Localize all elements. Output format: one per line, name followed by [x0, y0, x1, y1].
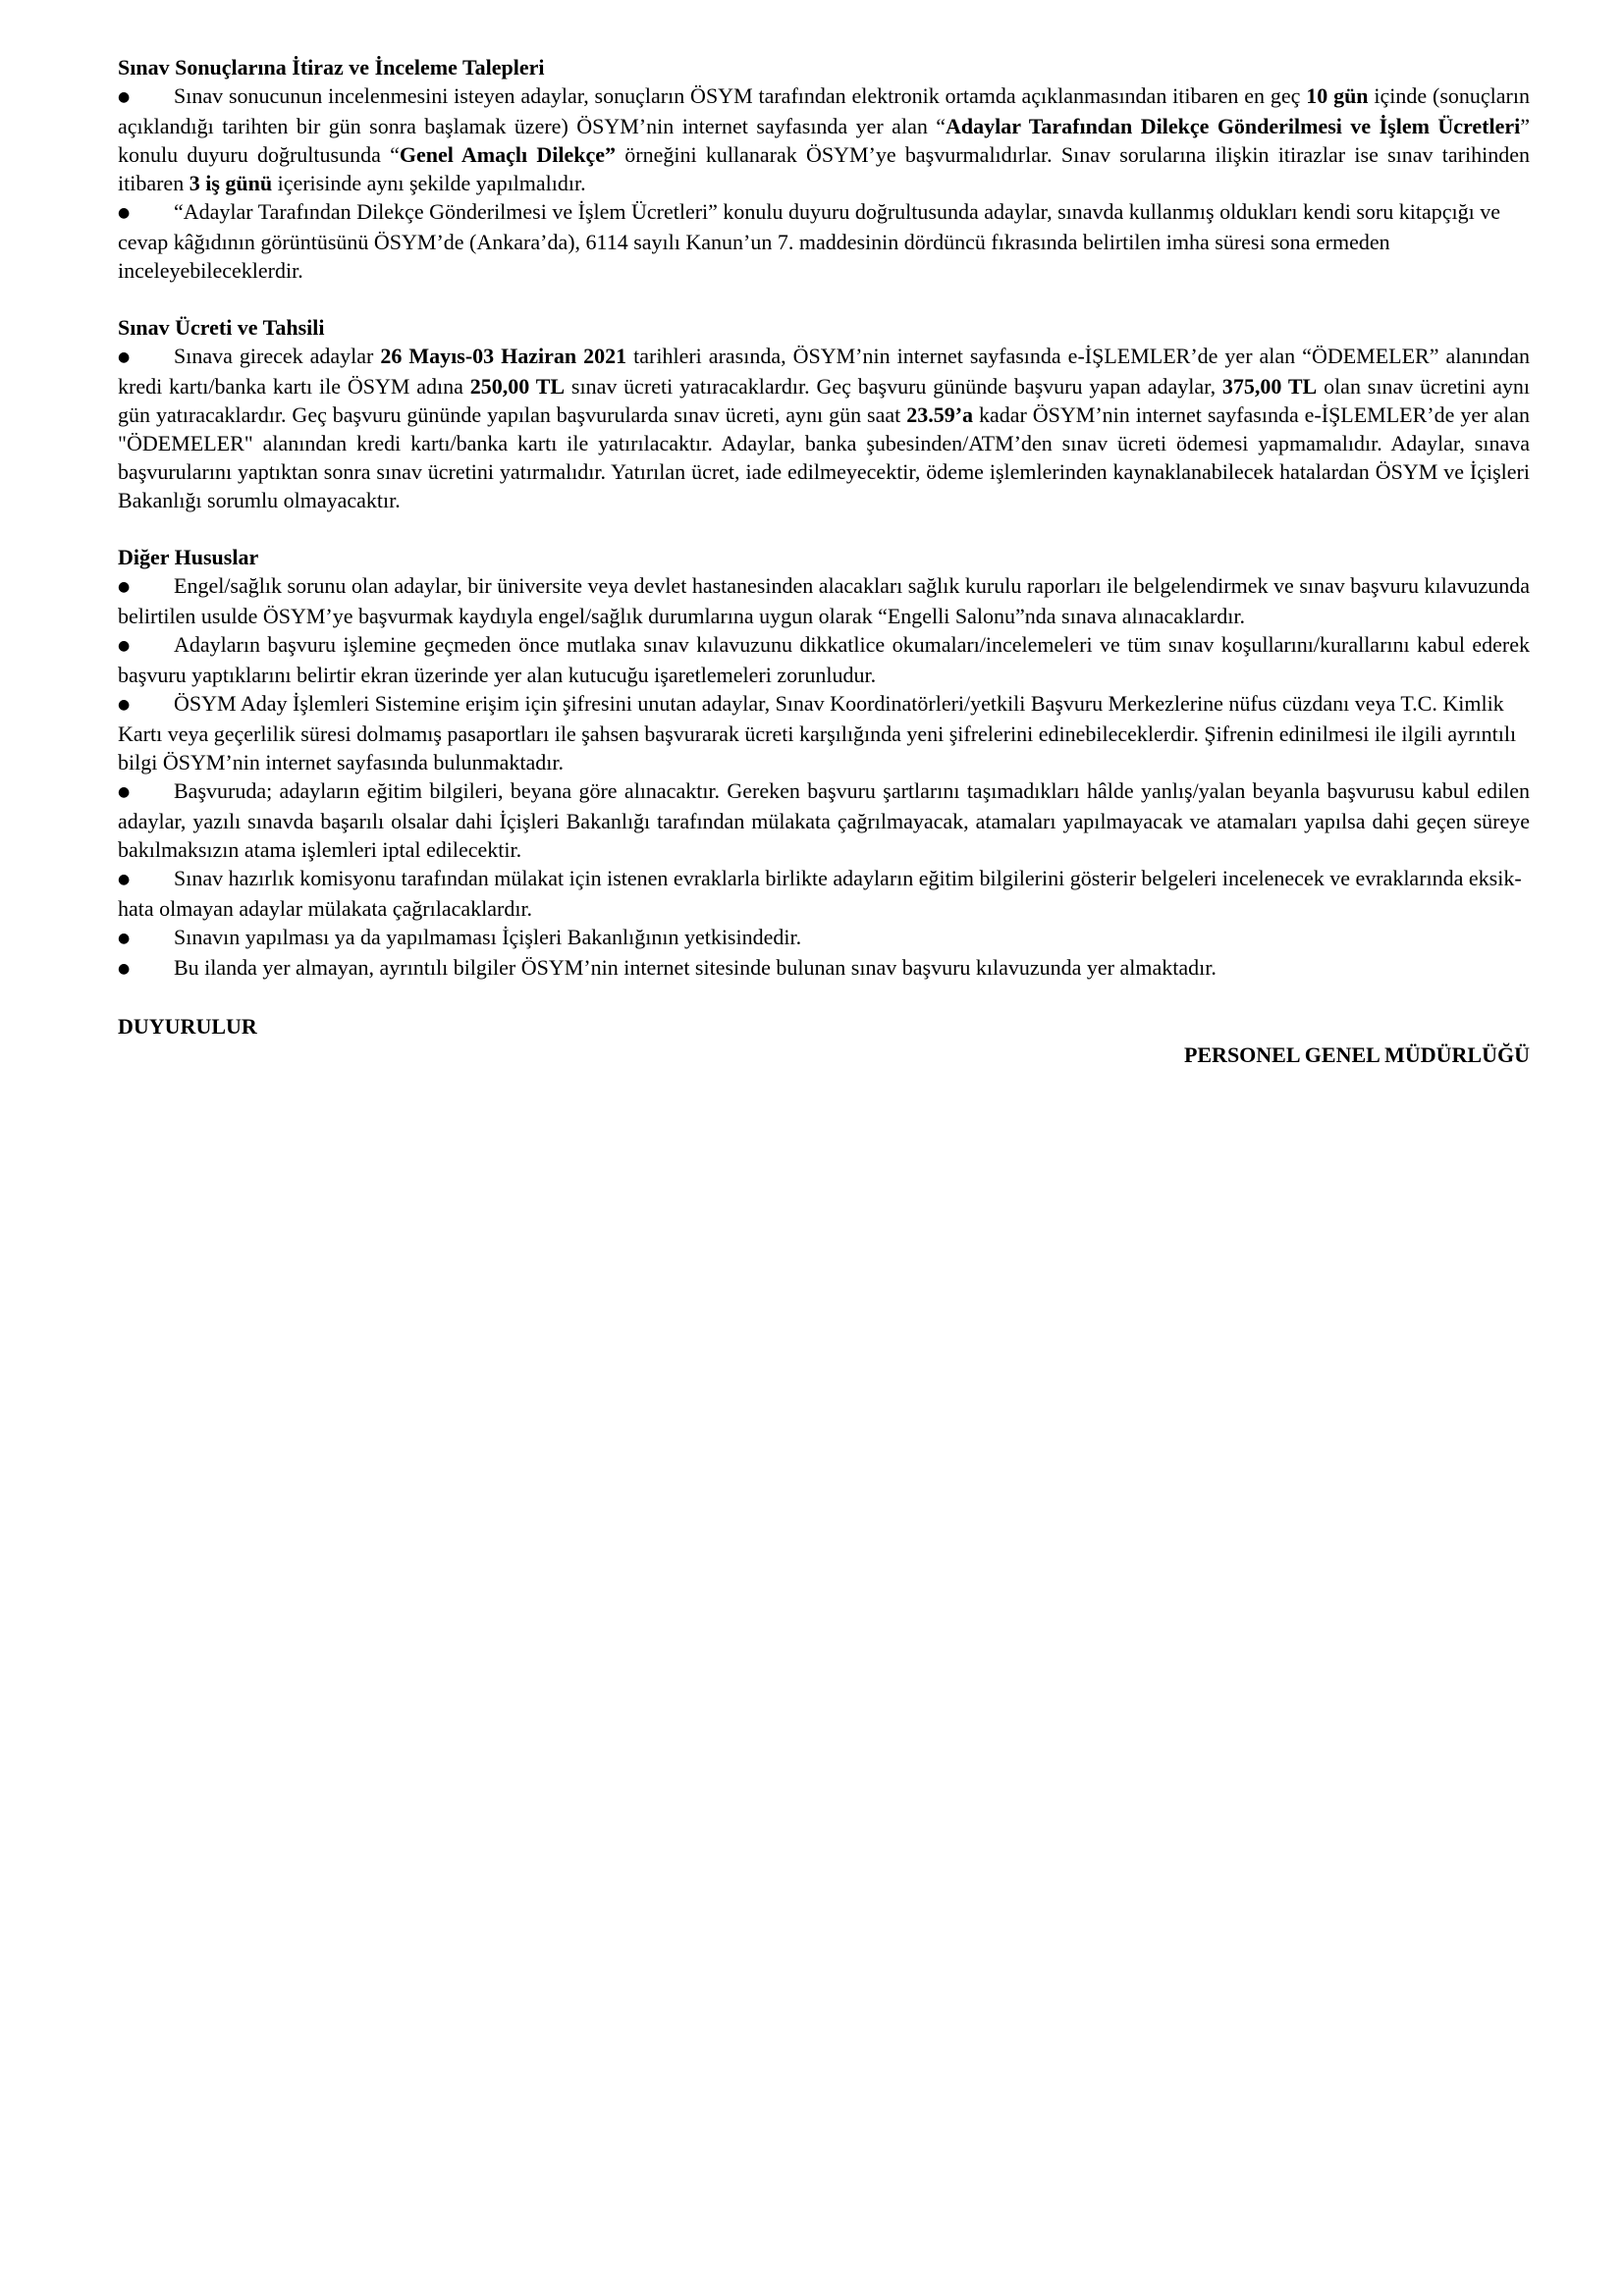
bullet-icon: ● [118, 697, 131, 713]
bullet-icon: ● [118, 205, 131, 221]
section-heading-ucret: Sınav Ücreti ve Tahsili [118, 315, 325, 340]
section-itiraz [118, 53, 1530, 285]
bullet-icon: ● [118, 349, 131, 365]
bullet-icon: ● [118, 579, 131, 595]
bullet-icon: ● [118, 961, 131, 977]
section-diger [118, 543, 1530, 984]
list-item: ● ÖSYM Aday İşlemleri Sistemine erişim için şifresini unutan adaylar, Sınav Koordinatörleri/yetkili Başvuru Merkezlerine nüfus cüzdanı veya T.C. Kimlik Kartı veya geçerlilik süresi dolmamış pasaportları ile şahsen başvurarak ücreti karşılığında yeni şifrelerini edinebileceklerdir. Şifrenin edinilmesi ile ilgili ayrıntılı bilgi ÖSYM’nin internet sayfasında bulunmaktadır. [118, 691, 1517, 774]
list-item: ● Bu ilanda yer almayan, ayrıntılı bilgiler ÖSYM’nin internet sitesinde bulunan sınav başvuru kılavuzunda yer almaktadır. [118, 953, 1530, 984]
list-item: ● Sınavın yapılması ya da yapılmaması İçişleri Bakanlığının yetkisindedir. [118, 923, 1530, 953]
bullet-icon: ● [118, 872, 131, 887]
document-footer [118, 1012, 1530, 1071]
list-item: ● “Adaylar Tarafından Dilekçe Gönderilmesi ve İşlem Ücretleri” konulu duyuru doğrultusunda adaylar, sınavda kullanmış oldukları kendi soru kitapçığı ve cevap kâğıdının görüntüsünü ÖSYM’de (Ankara’da), 6114 sayılı Kanun’un 7. maddesinin dördüncü fıkrasında belirtilen imha süresi sona ermeden inceleyebileceklerdir. [118, 199, 1501, 283]
list-item: ● Adayların başvuru işlemine geçmeden önce mutlaka sınav kılavuzunu dikkatlice okumaları/incelemeleri ve tüm sınav koşullarını/kurallarını kabul ederek başvuru yaptıklarını belirtir ekran üzerinde yer alan kutucuğu işaretlemeleri zorunludur. [118, 632, 1530, 687]
bullet-icon: ● [118, 931, 131, 946]
document-page [118, 53, 1530, 1071]
bullet-icon: ● [118, 89, 131, 105]
list-item: ● Engel/sağlık sorunu olan adaylar, bir üniversite veya devlet hastanesinden alacakları sağlık kurulu raporları ile belgelendirmek ve sınav başvuru kılavuzunda belirtilen usulde ÖSYM’ye başvurmak kaydıyla engel/sağlık durumlarına uygun olarak “Engelli Salonu”nda sınava alınacaklardır. [118, 573, 1530, 628]
section-heading-itiraz: Sınav Sonuçlarına İtiraz ve İnceleme Talepleri [118, 55, 545, 80]
list-item: ● Sınav sonucunun incelenmesini isteyen adaylar, sonuçların ÖSYM tarafından elektronik ortamda açıklanmasından itibaren en geç 10 gün içinde (sonuçların açıklandığı tarihten bir gün sonra başlamak üzere) ÖSYM’nin internet sayfasında yer alan “Adaylar Tarafından Dilekçe Gönderilmesi ve İşlem Ücretleri” konulu duyuru doğrultusunda “Genel Amaçlı Dilekçe” örneğini kullanarak ÖSYM’ye başvurmalıdırlar. Sınav sorularına ilişkin itirazlar ise sınav tarihinden itibaren 3 iş günü içerisinde aynı şekilde yapılmalıdır. [118, 83, 1530, 195]
announcement-label: DUYURULUR [118, 1014, 257, 1039]
list-item: ● Sınav hazırlık komisyonu tarafından mülakat için istenen evraklarla birlikte adayların eğitim bilgilerini gösterir belgeleri incelenecek ve evraklarında eksik-hata olmayan adaylar mülakata çağrılacaklardır. [118, 866, 1522, 921]
list-item: ● Başvuruda; adayların eğitim bilgileri, beyana göre alınacaktır. Gereken başvuru şartlarını taşımadıkları hâlde yanlış/yalan beyanla başvurusu kabul edilen adaylar, yazılı sınavda başarılı olsalar dahi İçişleri Bakanlığı tarafından mülakata çağrılmayacak, atamaları yapılmayacak ve atamaları yapılsa dahi geçen süreye bakılmaksızın atama işlemleri iptal edilecektir. [118, 778, 1530, 862]
signature-department: PERSONEL GENEL MÜDÜRLÜĞÜ [1183, 1042, 1530, 1067]
section-ucret [118, 313, 1530, 514]
list-item: ● Sınava girecek adaylar 26 Mayıs-03 Haziran 2021 tarihleri arasında, ÖSYM’nin internet sayfasında e-İŞLEMLER’de yer alan “ÖDEMELER” alanından kredi kartı/banka kartı ile ÖSYM adına 250,00 TL sınav ücreti yatıracaklardır. Geç başvuru gününde başvuru yapan adaylar, 375,00 TL olan sınav ücretini aynı gün yatıracaklardır. Geç başvuru gününde yapılan başvurularda sınav ücreti, aynı gün saat 23.59’a kadar ÖSYM’nin internet sayfasında e-İŞLEMLER’de yer alan "ÖDEMELER" alanından kredi kartı/banka kartı ile yatırılacaktır. Adaylar, banka şubesinden/ATM’den sınav ücreti ödemesi yapmamalıdır. Adaylar, sınava başvurularını yaptıktan sonra sınav ücretini yatırmalıdır. Yatırılan ücret, iade edilmeyecektir, ödeme işlemlerinden kaynaklanabilecek hatalardan ÖSYM ve İçişleri Bakanlığı sorumlu olmayacaktır. [118, 344, 1531, 512]
bullet-icon: ● [118, 638, 131, 654]
section-heading-diger: Diğer Hususlar [118, 545, 259, 569]
bullet-icon: ● [118, 784, 131, 800]
